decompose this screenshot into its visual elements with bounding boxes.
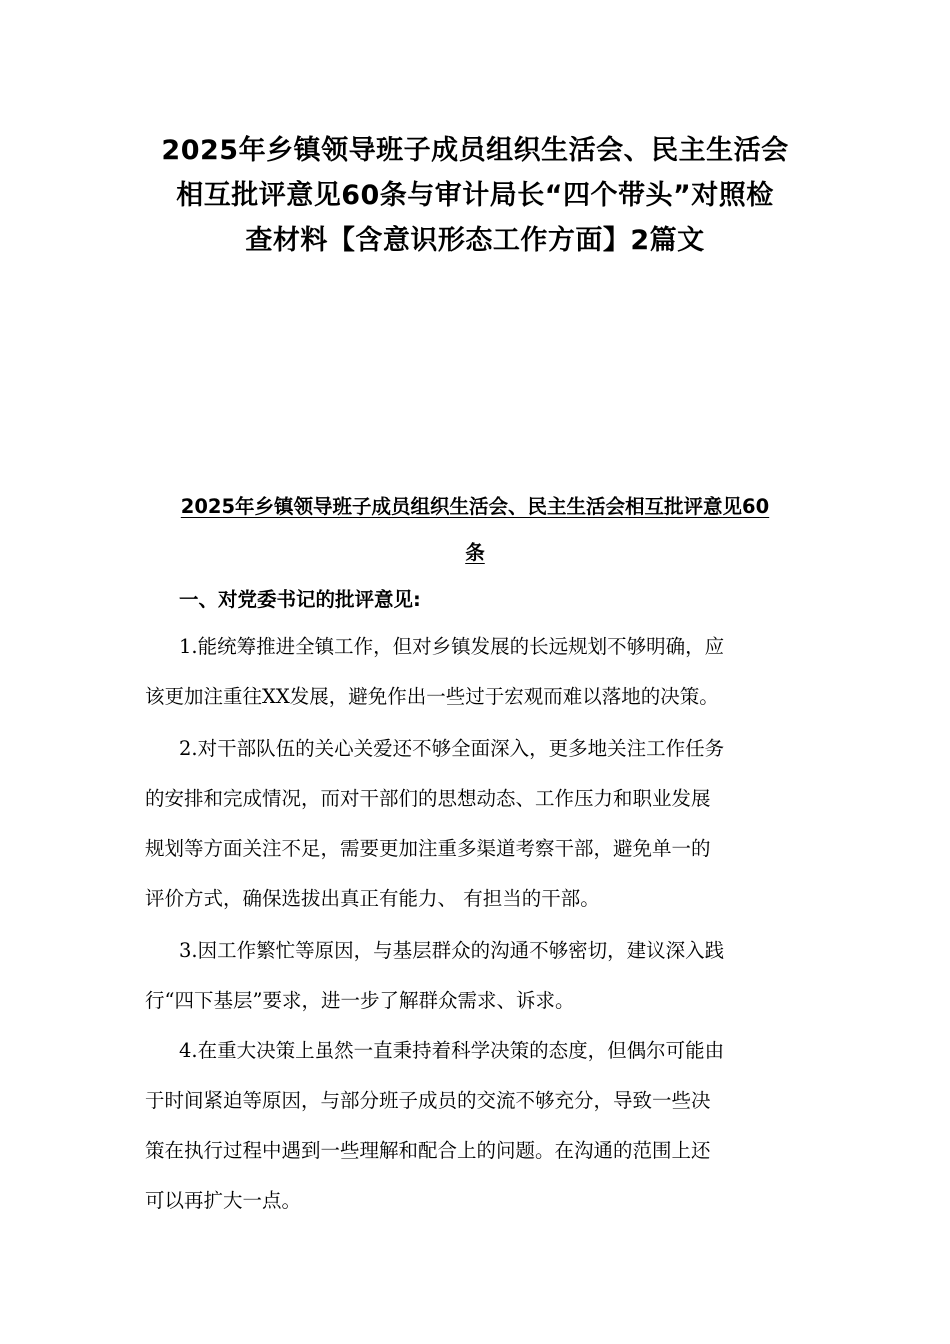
paragraph-line: 2.对干部队伍的关心关爱还不够全面深入，更多地关注工作任务: [179, 737, 725, 760]
title-line: 2025年乡镇领导班子成员组织生活会、民主生活会: [161, 135, 789, 166]
paragraph-line: 策在执行过程中遇到一些理解和配合上的问题。在沟通的范围上还: [145, 1139, 711, 1162]
paragraph-line: 评价方式，确保选拔出真正有能力、 有担当的干部。: [145, 887, 600, 910]
paragraph-3: [145, 926, 805, 1026]
paragraph-4: [145, 1026, 805, 1226]
title-line: 查材料【含意识形态工作方面】2篇文: [245, 225, 705, 256]
paragraph-line: 1.能统筹推进全镇工作，但对乡镇发展的长远规划不够明确，应: [179, 635, 725, 658]
paragraph-line: 可以再扩大一点。: [145, 1189, 302, 1212]
document-title: [130, 128, 820, 263]
section-title: [130, 484, 820, 576]
paragraph-line: 4.在重大决策上虽然一直秉持着科学决策的态度，但偶尔可能由: [179, 1039, 725, 1062]
paragraph-line: 3.因工作繁忙等原因，与基层群众的沟通不够密切，建议深入践: [179, 939, 725, 962]
title-line: 相互批评意见60条与审计局长“四个带头”对照检: [176, 180, 774, 211]
paragraph-1: [145, 622, 805, 722]
heading-party-secretary: 一、对党委书记的批评意见:: [179, 588, 421, 611]
paragraph-line: 的安排和完成情况，而对干部们的思想动态、工作压力和职业发展: [145, 787, 711, 810]
paragraph-line: 规划等方面关注不足，需要更加注重多渠道考察干部，避免单一的: [145, 837, 711, 860]
section-title-line: 2025年乡镇领导班子成员组织生活会、民主生活会相互批评意见60: [180, 495, 770, 518]
section-title-line: 条: [465, 541, 485, 564]
paragraph-line: 该更加注重往XX发展，避免作出一些过于宏观而难以落地的决策。: [145, 685, 719, 708]
paragraph-line: 于时间紧迫等原因，与部分班子成员的交流不够充分，导致一些决: [145, 1089, 711, 1112]
paragraph-line: 行“四下基层”要求，进一步了解群众需求、诉求。: [145, 989, 575, 1012]
paragraph-2: [145, 724, 805, 924]
